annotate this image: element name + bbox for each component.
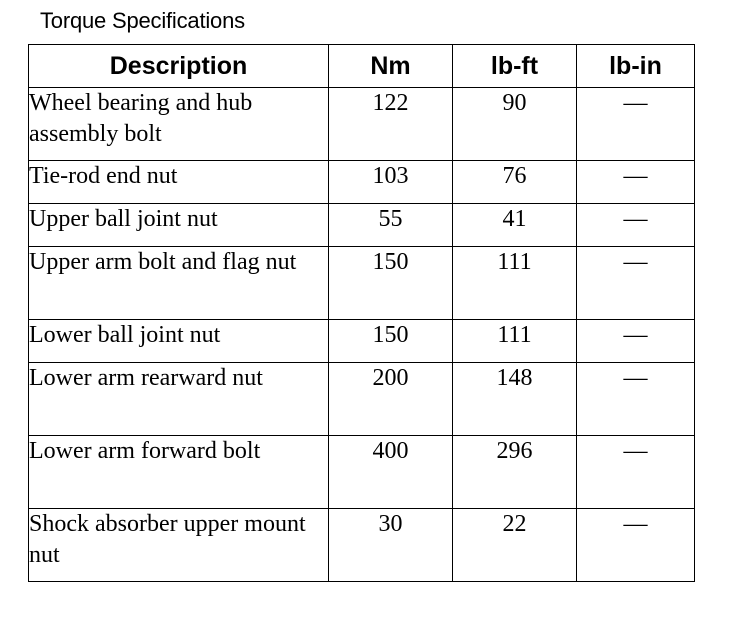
cell-lbft: 22 xyxy=(453,509,577,582)
cell-lbin: — xyxy=(577,161,695,204)
header-lbin: lb-in xyxy=(577,45,695,88)
table-row xyxy=(29,436,695,509)
cell-nm: 200 xyxy=(329,363,453,436)
header-description: Description xyxy=(29,45,329,88)
cell-nm: 400 xyxy=(329,436,453,509)
cell-description: Lower arm rearward nut xyxy=(29,363,329,436)
cell-lbft: 296 xyxy=(453,436,577,509)
torque-spec-table xyxy=(28,44,695,582)
cell-lbft: 111 xyxy=(453,320,577,363)
table-row xyxy=(29,247,695,320)
cell-description: Lower arm forward bolt xyxy=(29,436,329,509)
cell-nm: 150 xyxy=(329,247,453,320)
cell-description: Tie-rod end nut xyxy=(29,161,329,204)
header-lbft: lb-ft xyxy=(453,45,577,88)
cell-description: Upper ball joint nut xyxy=(29,204,329,247)
cell-lbin: — xyxy=(577,247,695,320)
cell-lbft: 90 xyxy=(453,88,577,161)
cell-description: Lower ball joint nut xyxy=(29,320,329,363)
cell-description: Wheel bearing and hub assembly bolt xyxy=(29,88,329,161)
table-row xyxy=(29,88,695,161)
cell-nm: 150 xyxy=(329,320,453,363)
cell-lbft: 111 xyxy=(453,247,577,320)
table-row xyxy=(29,320,695,363)
cell-lbin: — xyxy=(577,436,695,509)
cell-nm: 30 xyxy=(329,509,453,582)
cell-lbin: — xyxy=(577,320,695,363)
cell-lbin: — xyxy=(577,509,695,582)
cell-lbin: — xyxy=(577,204,695,247)
table-row xyxy=(29,509,695,582)
cell-lbft: 41 xyxy=(453,204,577,247)
table-header-row xyxy=(29,45,695,88)
cell-nm: 103 xyxy=(329,161,453,204)
cell-description: Upper arm bolt and flag nut xyxy=(29,247,329,320)
cell-description: Shock absorber upper mount nut xyxy=(29,509,329,582)
cell-lbft: 148 xyxy=(453,363,577,436)
table-row xyxy=(29,363,695,436)
table-row xyxy=(29,161,695,204)
cell-nm: 55 xyxy=(329,204,453,247)
header-nm: Nm xyxy=(329,45,453,88)
cell-nm: 122 xyxy=(329,88,453,161)
table-caption: Torque Specifications xyxy=(40,8,245,33)
cell-lbft: 76 xyxy=(453,161,577,204)
table-row xyxy=(29,204,695,247)
cell-lbin: — xyxy=(577,363,695,436)
cell-lbin: — xyxy=(577,88,695,161)
